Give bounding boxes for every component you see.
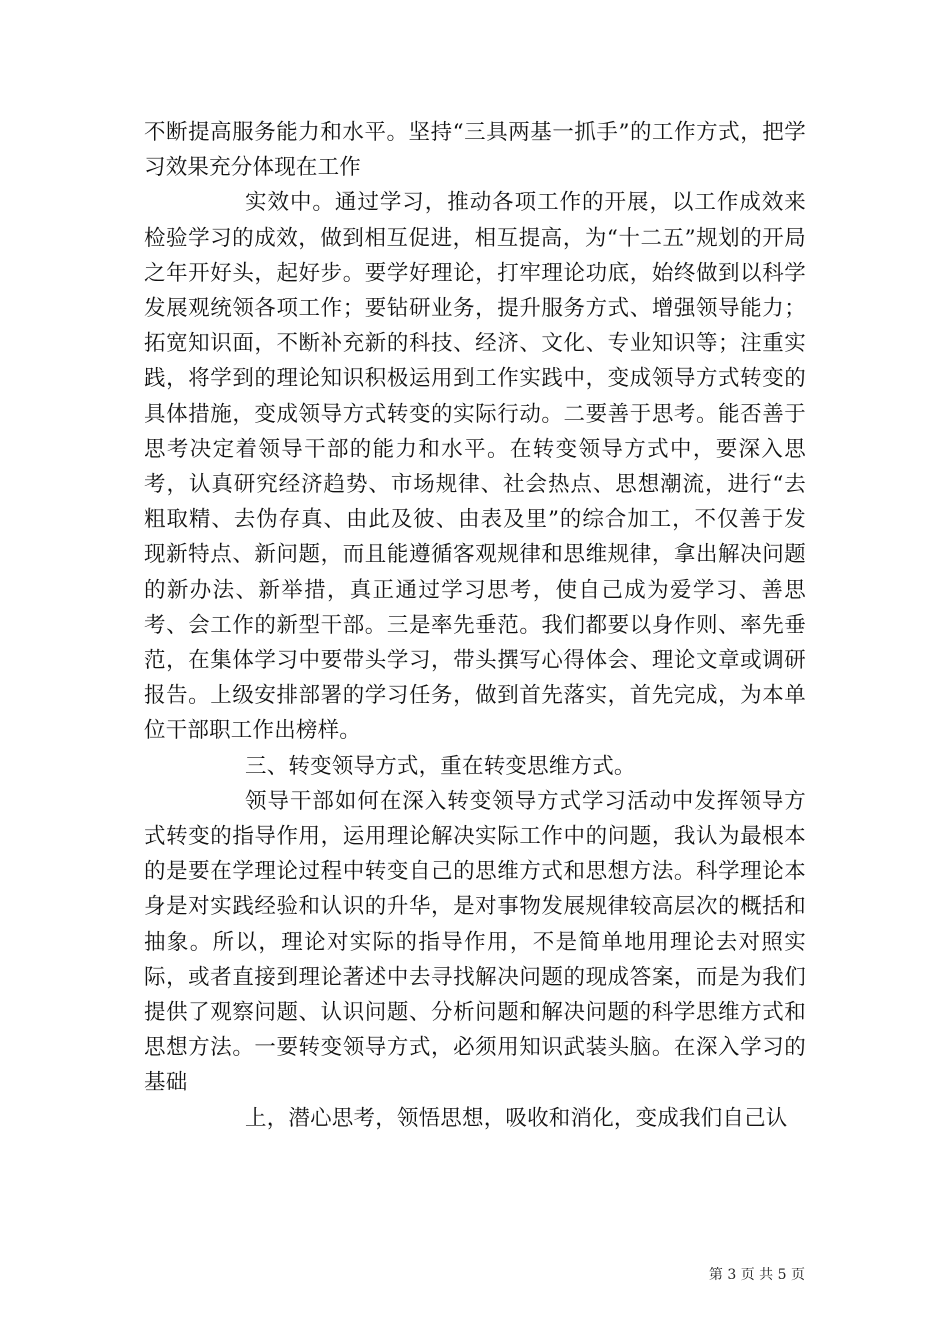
section-heading: 三、转变领导方式，重在转变思维方式。 [245, 753, 636, 779]
page-number-footer: 第 3 页 共 5 页 [708, 1267, 805, 1283]
paragraph-1: 不断提高服务能力和水平。坚持“三具两基一抓手”的工作方式，把学习效果充分体现在工作 [144, 120, 806, 181]
body-text [144, 115, 806, 1136]
paragraph-4: 上，潜心思考，领悟思想，吸收和消化，变成我们自己认 [245, 1105, 788, 1131]
paragraph-3: 领导干部如何在深入转变领导方式学习活动中发挥领导方式转变的指导作用，运用理论解决实际工作中的问题，我认为最根本的是要在学理论过程中转变自己的思维方式和思想方法。科学理论本身是对实践经验和认识的升华，是对事物发展规律较高层次的概括和抽象。所以，理论对实际的指导作用，不是简单地用理论去对照实际，或者直接到理论著述中去寻找解决问题的现成答案，而是为我们提供了观察问题、认识问题、分析问题和解决问题的科学思维方式和思想方法。一要转变领导方式，必须用知识武装头脑。在深入学习的基础 [144, 788, 806, 1096]
paragraph-2: 实效中。通过学习，推动各项工作的开展，以工作成效来检验学习的成效，做到相互促进，相互提高，为“十二五”规划的开局之年开好头，起好步。要学好理论，打牢理论功底，始终做到以科学发展观统领各项工作；要钻研业务，提升服务方式、增强领导能力；拓宽知识面，不断补充新的科技、经济、文化、专业知识等；注重实践，将学到的理论知识积极运用到工作实践中，变成领导方式转变的具体措施，变成领导方式转变的实际行动。二要善于思考。能否善于思考决定着领导干部的能力和水平。在转变领导方式中，要深入思考，认真研究经济趋势、市场规律、社会热点、思想潮流，进行“去粗取精、去伪存真、由此及彼、由表及里”的综合加工，不仅善于发现新特点、新问题，而且能遵循客观规律和思维规律，拿出解决问题的新办法、新举措，真正通过学习思考，使自己成为爱学习、善思考、会工作的新型干部。三是率先垂范。我们都要以身作则、率先垂范，在集体学习中要带头学习，带头撰写心得体会、理论文章或调研报告。上级安排部署的学习任务，做到首先落实，首先完成，为本单位干部职工作出榜样。 [144, 190, 806, 744]
